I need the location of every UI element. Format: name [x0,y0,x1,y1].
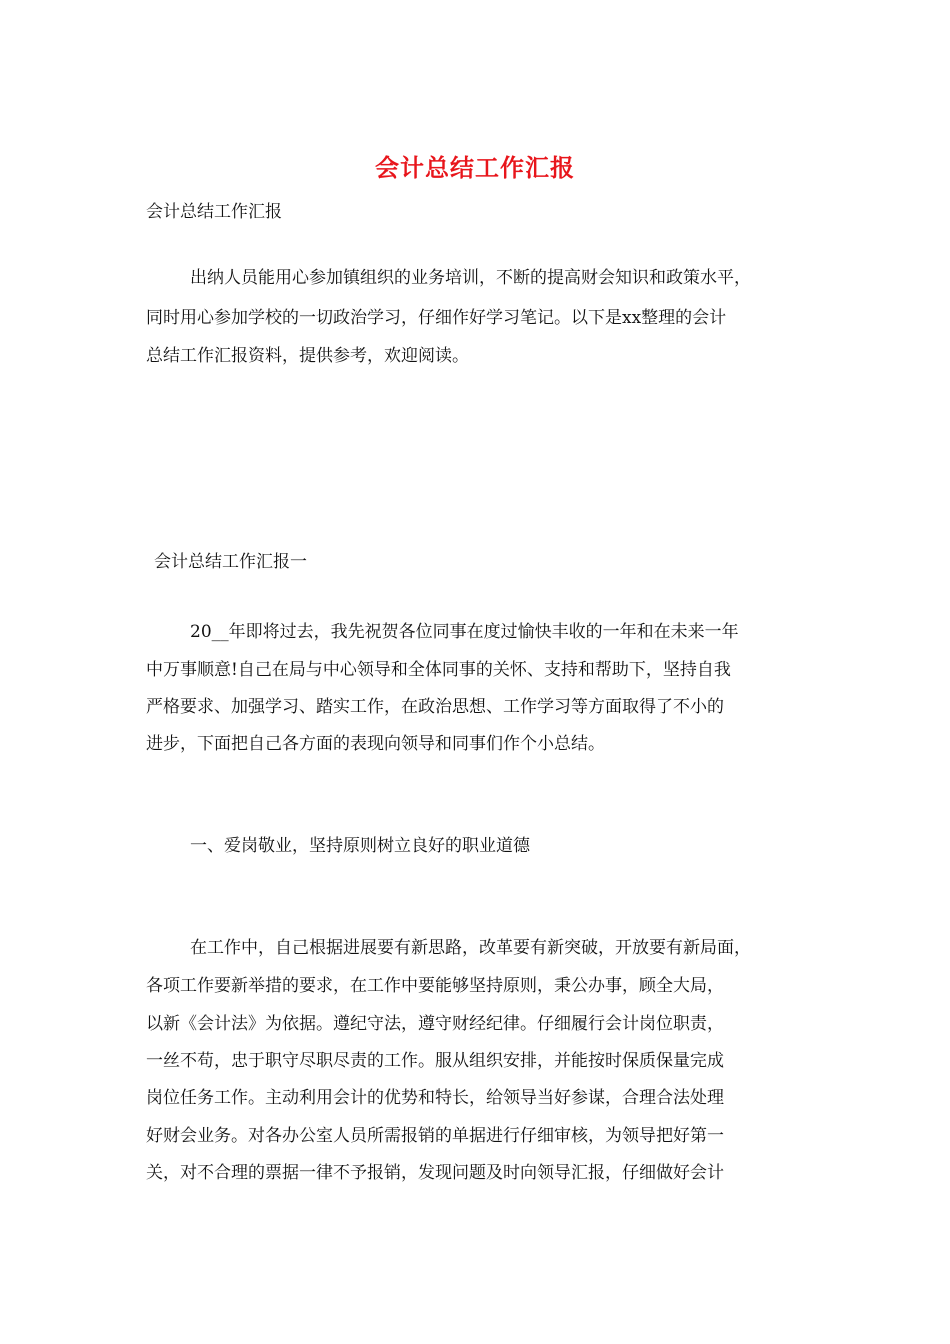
paragraph-line: 关，对不合理的票据一律不予报销，发现问题及时向领导汇报，仔细做好会计 [146,1163,724,1183]
intro-line: 同时用心参加学校的一切政治学习，仔细作好学习笔记。以下是xx整理的会计 [146,308,727,328]
paragraph-line: 各项工作要新举措的要求，在工作中要能够坚持原则，秉公办事，顾全大局， [146,976,724,996]
intro-line: 出纳人员能用心参加镇组织的业务培训，不断的提高财会知识和政策水平， [190,268,751,288]
paragraph-line: 进步，下面把自己各方面的表现向领导和同事们作个小总结。 [146,734,605,754]
paragraph-line: 以新《会计法》为依据。遵纪守法，遵守财经纪律。仔细履行会计岗位职责， [146,1014,724,1034]
paragraph-line: 一丝不苟，忠于职守尽职尽责的工作。服从组织安排，并能按时保质保量完成 [146,1051,724,1071]
paragraph-line: 中万事顺意!自己在局与中心领导和全体同事的关怀、支持和帮助下，坚持自我 [146,660,731,680]
heading-one: 一、爱岗敬业，坚持原则树立良好的职业道德 [190,836,530,856]
paragraph-line: 20__年即将过去，我先祝贺各位同事在度过愉快丰收的一年和在未来一年 [190,622,739,642]
intro-line: 总结工作汇报资料，提供参考，欢迎阅读。 [146,346,469,366]
document-subtitle: 会计总结工作汇报 [146,202,282,222]
section-heading: 会计总结工作汇报一 [154,552,307,572]
document-title: 会计总结工作汇报 [375,153,575,182]
paragraph-line: 严格要求、加强学习、踏实工作，在政治思想、工作学习等方面取得了不小的 [146,697,724,717]
paragraph-line: 在工作中，自己根据进展要有新思路，改革要有新突破，开放要有新局面， [190,938,751,958]
paragraph-line: 好财会业务。对各办公室人员所需报销的单据进行仔细审核，为领导把好第一 [146,1126,724,1146]
paragraph-line: 岗位任务工作。主动利用会计的优势和特长，给领导当好参谋，合理合法处理 [146,1088,724,1108]
